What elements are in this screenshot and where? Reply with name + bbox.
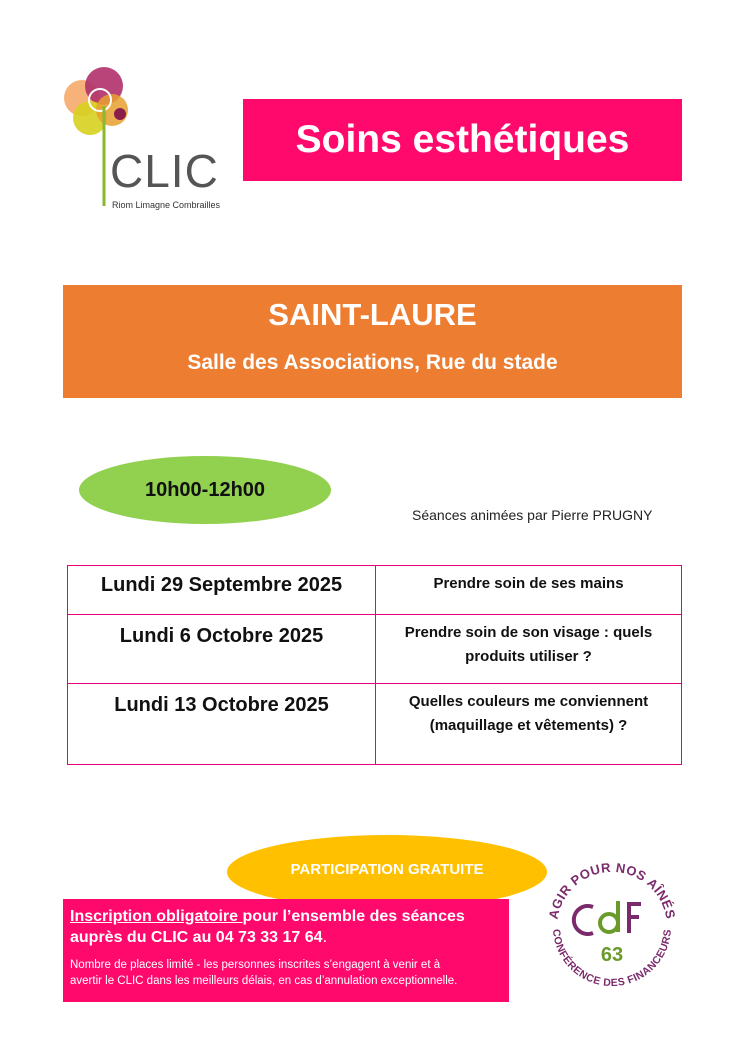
inscription-line1-rest: pour l’ensemble des séances — [242, 908, 465, 925]
page-title-text: Soins esthétiques — [295, 118, 630, 161]
page-title — [243, 99, 682, 181]
animator-note: Séances animées par Pierre PRUGNY — [412, 507, 653, 523]
session-topic — [376, 615, 682, 684]
inscription-period: . — [322, 929, 328, 946]
session-date: Lundi 29 Septembre 2025 — [68, 566, 376, 615]
session-topic — [376, 684, 682, 765]
clic-logo-subtitle: Riom Limagne Combrailles — [112, 200, 221, 210]
session-topic-line: (maquillage et vêtements) ? — [429, 717, 628, 734]
location-city: SAINT-LAURE — [268, 297, 477, 332]
session-topic-line: Prendre soin de son visage : quels — [404, 624, 653, 641]
inscription-note — [70, 957, 502, 989]
location-address: Salle des Associations, Rue du stade — [187, 351, 558, 374]
inscription-phone-line: auprès du CLIC au 04 73 33 17 64 — [70, 929, 323, 946]
inscription-note-line: avertir le CLIC dans les meilleurs délais, en cas d’annulation exceptionnelle. — [70, 975, 458, 987]
inscription-note-line: Nombre de places limité - les personnes inscrites s’engagent à venir et à — [70, 959, 441, 971]
table-row — [68, 566, 682, 615]
time-text: 10h00-12h00 — [144, 478, 266, 501]
participation-text: PARTICIPATION GRATUITE — [290, 861, 484, 878]
session-topic-line: produits utiliser ? — [465, 648, 592, 665]
cdf-number: 63 — [600, 944, 624, 966]
svg-text:AGIR POUR NOS AÎNÉS: AGIR POUR NOS AÎNÉS — [545, 859, 679, 921]
session-topic — [376, 566, 682, 615]
cdf-badge — [541, 857, 683, 995]
location-banner — [63, 285, 682, 398]
svg-text:CONFÉRENCE DES FINANCEURS: CONFÉRENCE DES FINANCEURS — [549, 928, 675, 990]
sessions-table — [67, 565, 682, 765]
participation-badge — [227, 835, 547, 909]
inscription-main — [70, 906, 502, 948]
inscription-required: Inscription obligatoire — [70, 908, 243, 925]
table-row — [68, 615, 682, 684]
time-badge — [79, 456, 331, 524]
clic-logo-text: CLIC — [110, 145, 219, 197]
session-date: Lundi 6 Octobre 2025 — [68, 615, 376, 684]
session-topic-line: Prendre soin de ses mains — [433, 575, 624, 592]
table-row — [68, 684, 682, 765]
session-topic-line: Quelles couleurs me conviennent — [408, 693, 649, 710]
cdf-logo-icon — [541, 857, 683, 995]
inscription-box — [63, 899, 509, 1002]
session-date: Lundi 13 Octobre 2025 — [68, 684, 376, 765]
